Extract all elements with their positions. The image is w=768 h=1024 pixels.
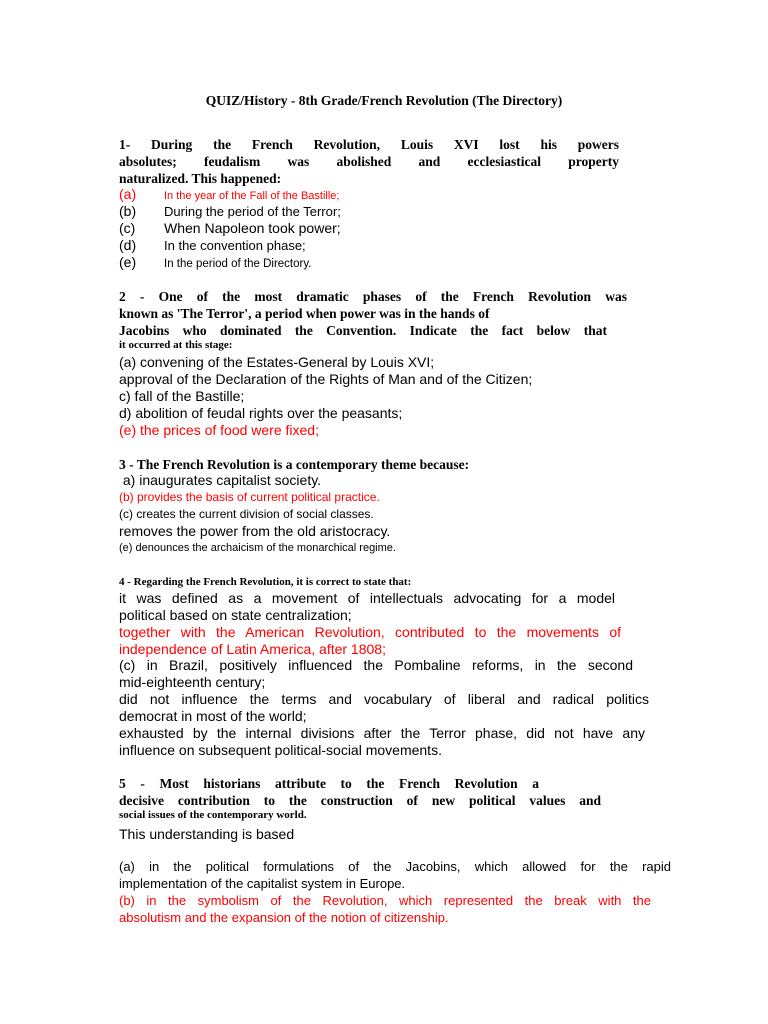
question-2-line: known as 'The Terror', a period when power was in the hands of <box>119 306 490 321</box>
question-1-option-a: (a) In the year of the Fall of the Bastille; <box>119 186 340 202</box>
question-5-option-b: (b) in the symbolism of the Revolution, which represented the break with the absolutism and the expansion of the notion of citizenship. <box>119 893 651 925</box>
question-3-option-e: (e) denounces the archaicism of the monarchical regime. <box>119 542 396 554</box>
question-5-option-a: (a) in the political formulations of the Jacobins, which allowed for the rapid implementation of the capitalist system in Europe. <box>119 859 671 891</box>
question-1-heading <box>119 136 619 187</box>
question-2-line: Jacobins who dominated the Convention. Indicate the fact below that <box>119 323 607 338</box>
question-1-line: naturalized. This happened: <box>119 171 282 186</box>
question-4-option-a: it was defined as a movement of intellectuals advocating for a model political based on state centralization; <box>119 590 615 623</box>
question-5-line: social issues of the contemporary world. <box>119 809 307 821</box>
question-3-option-a: a) inaugurates capitalist society. <box>119 472 322 488</box>
question-4-option-b: together with the American Revolution, contributed to the movements of independence of Latin America, after 1808; <box>119 624 621 657</box>
question-1-line: absolutes; feudalism was abolished and ecclesiastical property <box>119 154 619 169</box>
question-5-line: decisive contribution to the construction of new political values and <box>119 793 601 808</box>
question-2-option-b: approval of the Declaration of the Rights of Man and of the Citizen; <box>119 371 533 387</box>
question-2-heading <box>119 288 627 352</box>
question-4-option-c: (c) in Brazil, positively influenced the Pombaline reforms, in the second mid-eighteenth century; <box>119 657 633 690</box>
question-3-option-d: removes the power from the old aristocracy. <box>119 523 391 539</box>
question-2-line: it occurred at this stage: <box>119 339 233 351</box>
question-1-option-b: (b) During the period of the Terror; <box>119 203 341 219</box>
question-4-option-d: did not influence the terms and vocabulary of liberal and radical politics democrat in most of the world; <box>119 691 649 724</box>
question-5-intro: This understanding is based <box>119 826 295 842</box>
question-1-line: 1- During the French Revolution, Louis XVI lost his powers <box>119 137 619 152</box>
question-3-heading: 3 - The French Revolution is a contemporary theme because: <box>119 457 470 472</box>
question-2-line: 2 - One of the most dramatic phases of the French Revolution was <box>119 289 627 304</box>
page-title: QUIZ/History - 8th Grade/French Revolution (The Directory) <box>205 93 563 108</box>
question-1-option-c: (c) When Napoleon took power; <box>119 220 341 236</box>
question-2-option-d: d) abolition of feudal rights over the peasants; <box>119 405 403 421</box>
question-2-option-c: c) fall of the Bastille; <box>119 388 245 404</box>
question-3-option-c: (c) creates the current division of social classes. <box>119 507 374 521</box>
question-1-option-e: (e) In the period of the Directory. <box>119 254 312 270</box>
question-3-option-b: (b) provides the basis of current political practice. <box>119 490 380 504</box>
question-2-option-a: (a) convening of the Estates-General by Louis XVI; <box>119 354 435 370</box>
question-5-line: 5 - Most historians attribute to the French Revolution a <box>119 776 539 791</box>
question-2-option-e: (e) the prices of food were fixed; <box>119 422 319 438</box>
question-4-heading: 4 - Regarding the French Revolution, it is correct to state that: <box>119 576 412 588</box>
question-5-heading <box>119 775 601 822</box>
question-1-option-d: (d) In the convention phase; <box>119 237 306 253</box>
question-4-option-e: exhausted by the internal divisions after the Terror phase, did not have any influence on subsequent political-social movements. <box>119 725 645 758</box>
